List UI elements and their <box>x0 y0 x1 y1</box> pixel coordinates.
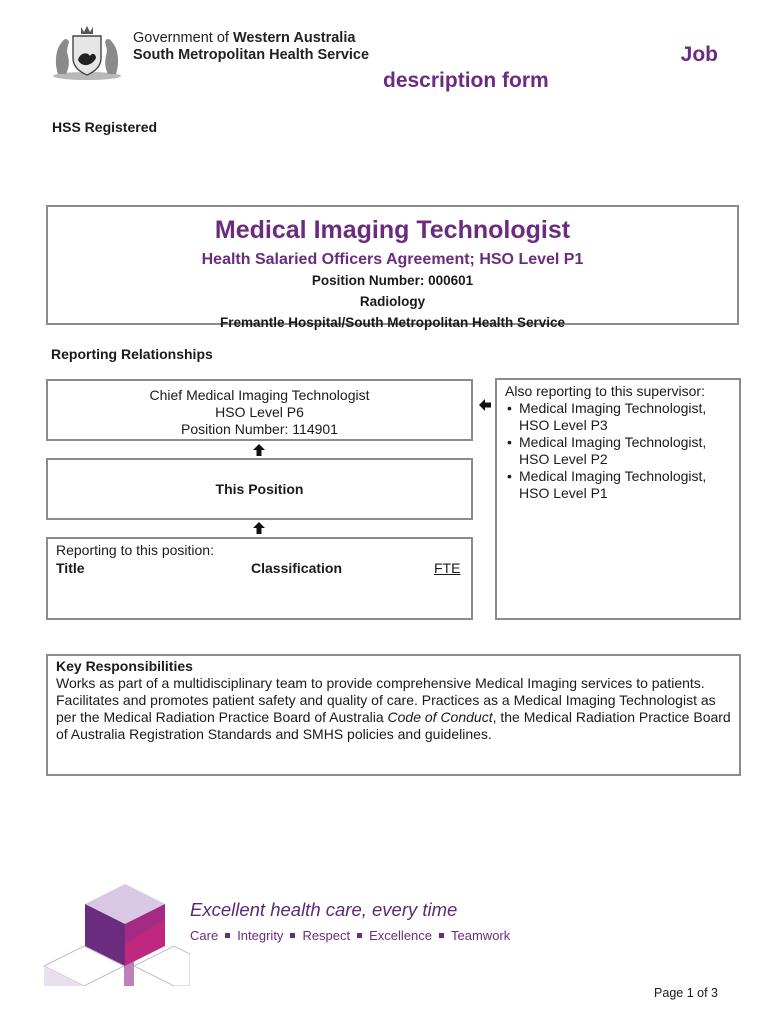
list-item-role: • Medical Imaging Technologist, <box>519 400 707 416</box>
value-teamwork: Teamwork <box>451 928 511 943</box>
code-of-conduct-text: Code of Conduct <box>387 709 493 725</box>
arrow-up-icon <box>253 444 265 456</box>
reporting-to-position-box <box>46 537 473 620</box>
position-number: Position Number: 000601 <box>311 273 474 288</box>
organisation-name <box>133 30 369 64</box>
list-item <box>519 400 731 434</box>
value-care: Care <box>190 928 219 943</box>
supervisor-title: Chief Medical Imaging Technologist <box>149 387 370 403</box>
list-item <box>519 434 731 468</box>
this-position-box <box>46 458 473 520</box>
reporting-columns <box>56 560 463 580</box>
job-title: Medical Imaging Technologist <box>214 216 571 244</box>
list-item <box>519 468 731 502</box>
org-line1-bold: Western Australia <box>232 30 356 46</box>
column-classification: Classification <box>251 560 343 576</box>
responsibilities-text <box>56 675 731 742</box>
footer-cube-graphic <box>40 884 190 986</box>
responsibilities-text-part2: , the Medical Radiation Practice Board of Australia Registration Standards and SMHS policies and guidelines. <box>56 709 731 742</box>
doc-title-job: Job <box>680 43 718 66</box>
list-item-level: HSO Level P3 <box>519 417 608 433</box>
key-responsibilities-heading: Key Responsibilities <box>56 658 193 674</box>
value-respect: Respect <box>302 928 351 943</box>
column-title: Title <box>56 560 85 576</box>
square-bullet-icon <box>439 933 444 938</box>
list-item-role: • Medical Imaging Technologist, <box>519 468 707 484</box>
org-line2: South Metropolitan Health Service <box>133 47 370 63</box>
supervisor-number: Position Number: 114901 <box>181 421 338 437</box>
supervisor-box <box>46 379 473 441</box>
also-reporting-box <box>495 378 741 620</box>
supervisor-level: HSO Level P6 <box>215 404 304 420</box>
list-item-level: HSO Level P2 <box>519 451 608 467</box>
location: Fremantle Hospital/South Metropolitan Health Service <box>219 315 566 330</box>
doc-title-description-form: description form <box>383 69 549 92</box>
column-fte: FTE <box>434 560 461 576</box>
responsibilities-text-part1: Works as part of a multidisciplinary team to provide comprehensive Medical Imaging services to patients. Facilitates and promotes patient safety and quality of care. Practices as a Medical Imaging Technologist as per the Medical Radiation Practice Board of Australia <box>56 675 716 725</box>
this-position-label: This Position <box>215 481 304 497</box>
square-bullet-icon <box>357 933 362 938</box>
arrow-up-icon <box>253 522 265 534</box>
list-item-role: • Medical Imaging Technologist, <box>519 434 707 450</box>
department: Radiology <box>359 294 426 309</box>
square-bullet-icon <box>290 933 295 938</box>
square-bullet-icon <box>225 933 230 938</box>
also-reporting-heading: Also reporting to this supervisor: <box>505 383 705 399</box>
reporting-to-label: Reporting to this position: <box>56 542 214 558</box>
page-number: Page 1 of 3 <box>654 986 718 1000</box>
government-crest-logo <box>48 22 126 82</box>
org-line1-prefix: Government of <box>133 30 233 46</box>
list-item-level: HSO Level P1 <box>519 485 608 501</box>
key-responsibilities-box <box>46 654 741 776</box>
value-excellence: Excellence <box>369 928 433 943</box>
hss-registered-label: HSS Registered <box>52 119 158 135</box>
footer-values <box>190 928 510 943</box>
position-summary-box <box>46 205 739 330</box>
reporting-relationships-heading: Reporting Relationships <box>51 346 213 362</box>
arrow-left-icon <box>479 399 491 411</box>
agreement-level: Health Salaried Officers Agreement; HSO Level P1 <box>201 251 584 268</box>
footer-tagline: Excellent health care, every time <box>190 899 458 920</box>
also-reporting-list <box>505 400 731 502</box>
value-integrity: Integrity <box>237 928 284 943</box>
